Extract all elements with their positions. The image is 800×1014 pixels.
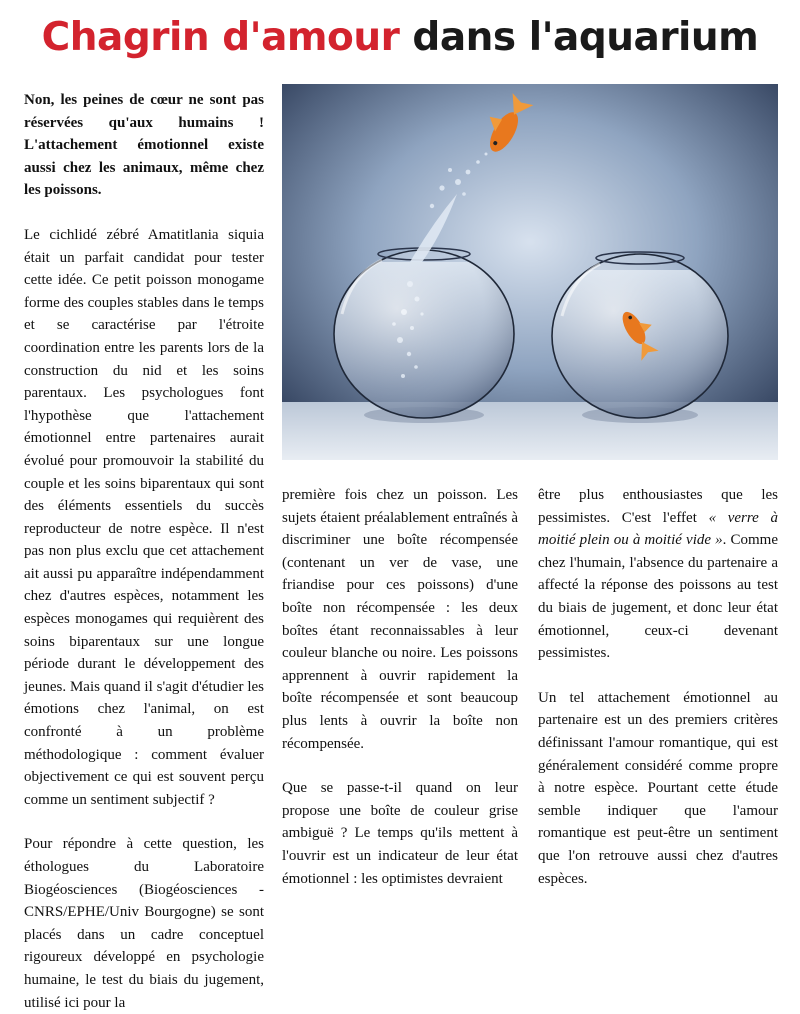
text-column-3 bbox=[538, 484, 778, 890]
paragraph: Le cichlidé zébré Amatitlania siquia était un parfait candidat pour tester cette idée. Ce petit poisson monogame forme des couples stables dans le temps et se caractérise par l'étroite coordination entre les parents lors de la construction du nid et les soins parentaux. Les psychologues font l'hypothèse que l'attachement émotionnel entre partenaires aurait évolué pour promouvoir la stabilité du couple et les soins biparentaux qui sont des éléments essentiels du succès reproducteur de notre espèce. Il n'est pas non plus exclu que cet attachement ait aussi pu apparaître indépendamment chez d'autres espèces, notamment les espèces monogames qui requièrent des soins biparentaux sur une longue période durant le développement des jeunes. Mais quand il s'agit d'étudier les émotions chez l'animal, on est confronté à un problème méthodologique : comment évaluer objectivement ce qui est souvent perçu comme un sentiment subjectif ? bbox=[24, 226, 264, 808]
text-column-2 bbox=[282, 484, 518, 890]
paragraph: Que se passe-t-il quand on leur propose une boîte de couleur grise ambiguë ? Le temps qu'ils mettent à l'ouvrir est un indicateur de leur état émotionnel : les optimistes devraient bbox=[282, 780, 518, 887]
article-title bbox=[0, 14, 800, 62]
paragraph: Un tel attachement émotionnel au partenaire est un des premiers critères définissant l'amour romantique, qui est généralement considéré comme propre à notre espèce. Pourtant cette étude semble indiquer que l'amour romantique est peut-être un sentiment que l'on retrouve aussi chez d'autres espèces. bbox=[538, 689, 778, 887]
goldfish-jumping-photo bbox=[282, 84, 778, 460]
text-run: être plus enthousiastes que les pessimistes. C'est l'effet bbox=[538, 487, 778, 526]
italic-quote: « verre à moitié plein ou à moitié vide » bbox=[538, 509, 779, 549]
paragraph bbox=[538, 484, 778, 665]
paragraph: première fois chez un poisson. Les sujets étaient préalablement entraînés à discriminer une boîte récompensée (contenant un ver de vase, une friandise pour ces poissons) d'une boîte non récompensée : les deux boîtes étant reconnaissables à leur couleur blanche ou noire. Les poissons apprennent à ouvrir rapidement la boîte récompensée et sont beaucoup plus lents à ouvrir la boîte non récompensée. bbox=[282, 487, 518, 752]
lead-paragraph: Non, les peines de cœur ne sont pas réservées qu'aux humains ! L'attachement émotionnel existe aussi chez les animaux, même chez les poissons. bbox=[24, 92, 264, 199]
text-column-1 bbox=[24, 89, 264, 1014]
title-black-part: dans l'aquarium bbox=[412, 15, 759, 60]
paragraph: Pour répondre à cette question, les éthologues du Laboratoire Biogéosciences (Biogéosciences - CNRS/EPHE/Univ Bourgogne) se sont placés dans un cadre conceptuel rigoureux développé en psychologie humaine, le test du biais du jugement, utilisé ici pour la bbox=[24, 836, 264, 1011]
text-run: . Comme chez l'humain, l'absence du partenaire a affecté la réponse des poissons au test du biais de jugement, et donc leur état émotionnel, ceux-ci devenant pessimistes. bbox=[538, 532, 778, 662]
title-red-part: Chagrin d'amour bbox=[41, 15, 400, 60]
